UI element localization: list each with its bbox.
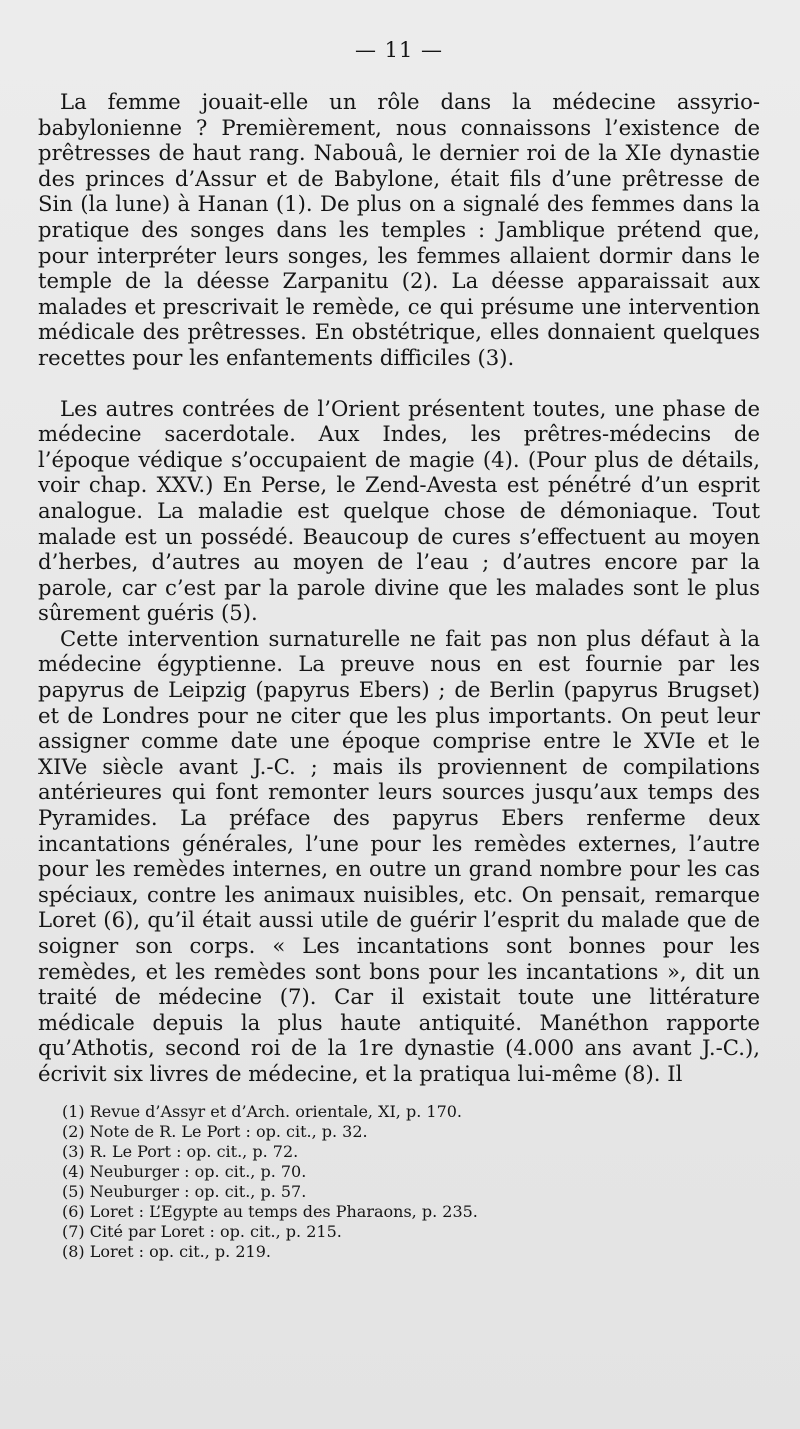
footnote-8: (8) Loret : op. cit., p. 219. xyxy=(62,1241,271,1261)
paragraph-women-in-babylonian-medicine: La femme jouait-elle un rôle dans la médecine assyrio-babylonienne ? Premièrement, nous connaissons l’existence de prêtresses de haut rang. Nabouâ, le dernier roi de la XIe dynastie des princes d’Assur et de Babylone, était fils d’une prêtresse de Sin (la lune) à Hanan (1). De plus on a signalé des femmes dans la pratique des songes dans les temples : Jamblique prétend que, pour interpréter leurs songes, les femmes allaient dormir dans le temple de la déesse Zarpanitu (2). La déesse apparaissait aux malades et prescrivait le remède, ce qui présume une intervention médicale des prêtresses. En obstétrique, elles donnaient quelques recettes pour les enfantements difficiles (3). xyxy=(38,89,760,370)
footnote-1: (1) Revue d’Assyr et d’Arch. orientale, XI, p. 170. xyxy=(62,1101,463,1121)
footnote-4: (4) Neuburger : op. cit., p. 70. xyxy=(62,1161,307,1181)
paragraph-oriental-priestly-medicine: Les autres contrées de l’Orient présentent toutes, une phase de médecine sacerdotale. Aux Indes, les prêtres-médecins de l’époque védique s’occupaient de magie (4). (Pour plus de détails, voir chap. XXV.) En Perse, le Zend-Avesta est pénétré d’un esprit analogue. La maladie est quelque chose de démoniaque. Tout malade est un possédé. Beaucoup de cures s’effectuent au moyen d’herbes, d’autres au moyen de l’eau ; d’autres encore par la parole, car c’est par la parole divine que les malades sont le plus sûrement guéris (5). xyxy=(38,395,760,626)
page-number: — 11 — xyxy=(354,38,444,62)
footnote-2: (2) Note de R. Le Port : op. cit., p. 32. xyxy=(62,1121,368,1141)
paragraph-egyptian-medicine: Cette intervention surnaturelle ne fait pas non plus défaut à la médecine égyptienne. La preuve nous en est fournie par les papyrus de Leipzig (papyrus Ebers) ; de Berlin (papyrus Brugset) et de Londres pour ne citer que les plus importants. On peut leur assigner comme date une époque comprise entre le XVIe et le XIVe siècle avant J.-C. ; mais ils proviennent de compilations antérieures qui font remonter leurs sources jusqu’aux temps des Pyramides. La préface des papyrus Ebers renferme deux incantations générales, l’une pour les remèdes externes, l’autre pour les remèdes internes, en outre un grand nombre pour les cas spéciaux, contre les animaux nuisibles, etc. On pensait, remarque Loret (6), qu’il était aussi utile de guérir l’esprit du malade que de soigner son corps. « Les incantations sont bonnes pour les remèdes, et les remèdes sont bons pour les incantations », dit un traité de médecine (7). Car il existait toute une littérature médicale depuis la plus haute antiquité. Manéthon rapporte qu’Athotis, second roi de la 1re dynastie (4.000 ans avant J.-C.), écrivit six livres de médecine, et la pratiqua lui-même (8). Il xyxy=(38,625,760,1086)
footnote-5: (5) Neuburger : op. cit., p. 57. xyxy=(62,1181,307,1201)
footnotes xyxy=(62,1102,760,1262)
footnote-6: (6) Loret : L’Egypte au temps des Pharaons, p. 235. xyxy=(62,1201,478,1221)
main-text xyxy=(38,89,760,1087)
footnote-7: (7) Cité par Loret : op. cit., p. 215. xyxy=(62,1221,342,1241)
footnote-3: (3) R. Le Port : op. cit., p. 72. xyxy=(62,1141,299,1161)
